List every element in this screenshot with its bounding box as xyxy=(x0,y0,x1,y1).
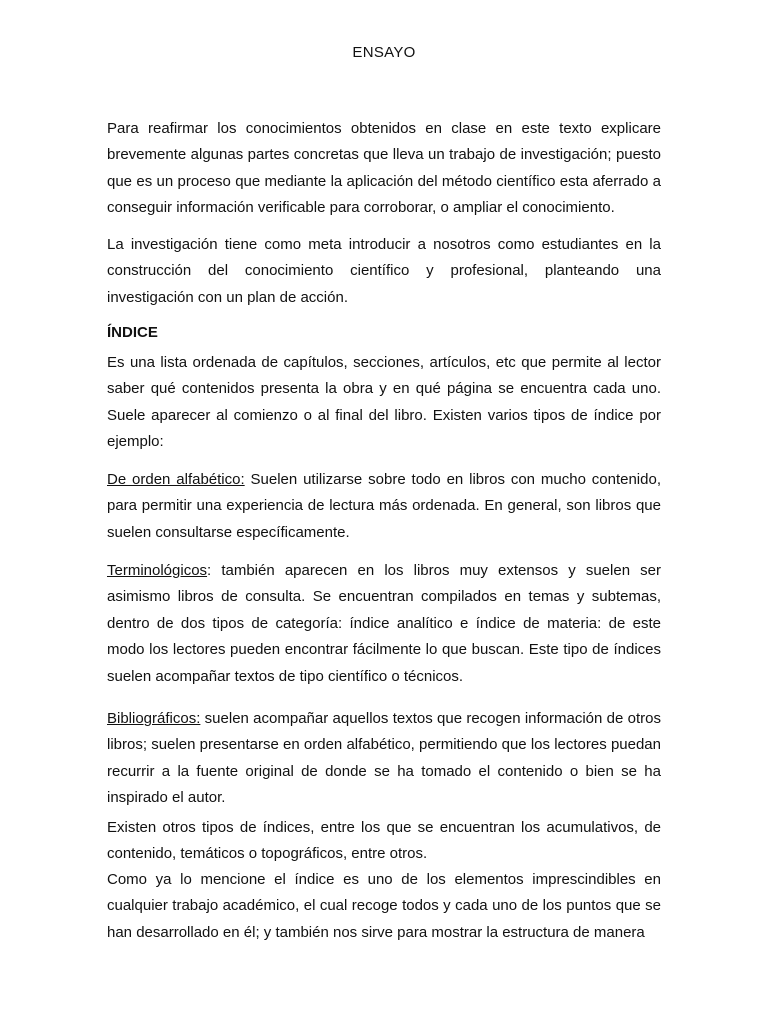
section-heading-indice: ÍNDICE xyxy=(107,324,158,341)
paragraph-orden-alfabetico xyxy=(107,467,661,546)
paragraph-indice-definition: Es una lista ordenada de capítulos, secciones, artículos, etc que permite al lector saber qué contenidos presenta la obra y en qué página se encuentra cada uno. Suele aparecer al comienzo o al final del libro. Existen varios tipos de índice por ejemplo: xyxy=(107,354,661,451)
paragraph-bibliograficos xyxy=(107,706,661,812)
term-text-orden-alfabetico: Suelen utilizarse sobre todo en libros con mucho contenido, para permitir una experiencia de lectura más ordenada. En general, son libros que suelen consultarse específicamente. xyxy=(107,471,661,541)
paragraph-conclusion: Como ya lo mencione el índice es uno de los elementos imprescindibles en cualquier trabajo académico, el cual recoge todos y cada uno de los puntos que se han desarrollado en él; y también nos sirve para mostrar la estructura de manera xyxy=(107,871,661,941)
paragraph-terminologicos xyxy=(107,558,661,690)
paragraph-otros-tipos: Existen otros tipos de índices, entre los que se encuentran los acumulativos, de contenido, temáticos o topográficos, entre otros. xyxy=(107,819,661,863)
document-title: ENSAYO xyxy=(352,44,416,61)
term-text-bibliograficos: suelen acompañar aquellos textos que recogen información de otros libros; suelen presentarse en orden alfabético, permitiendo que los lectores puedan recurrir a la fuente original de donde se ha tomado el contenido o bien se ha inspirado el autor. xyxy=(107,710,661,807)
term-label-orden-alfabetico: De orden alfabético: xyxy=(107,471,245,488)
paragraph-intro: Para reafirmar los conocimientos obtenidos en clase en este texto explicare brevemente algunas partes concretas que lleva un trabajo de investigación; puesto que es un proceso que mediante la aplicación del método científico esta aferrado a conseguir información verificable para corroborar, o ampliar el conocimiento. xyxy=(107,120,661,217)
term-label-bibliograficos: Bibliográficos: xyxy=(107,710,201,727)
term-label-terminologicos: Terminológicos xyxy=(107,562,208,579)
paragraph-investigacion: La investigación tiene como meta introducir a nosotros como estudiantes en la construcción del conocimiento científico y profesional, planteando una investigación con un plan de acción. xyxy=(107,236,661,306)
term-text-terminologicos: : también aparecen en los libros muy extensos y suelen ser asimismo libros de consulta. Se encuentran compilados en temas y subtemas, dentro de dos tipos de categoría: índice analítico e índice de materia: de este modo los lectores pueden encontrar fácilmente lo que buscan. Este tipo de índices suelen acompañar textos de tipo científico o técnicos. xyxy=(107,562,661,685)
